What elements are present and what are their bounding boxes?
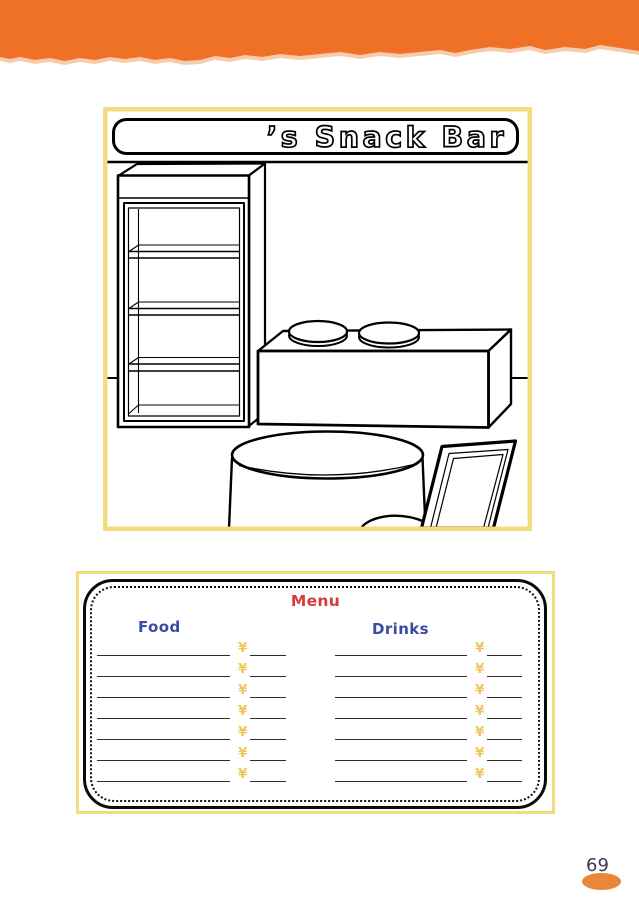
menu-price-blank-line[interactable]	[487, 740, 522, 761]
currency-symbol: ¥	[238, 640, 248, 656]
menu-row	[335, 677, 528, 698]
menu-price-blank-line[interactable]	[250, 656, 286, 677]
menu-price-blank-line[interactable]	[250, 698, 286, 719]
menu-price-blank-line[interactable]	[487, 656, 522, 677]
menu-item-blank-line[interactable]	[335, 740, 467, 761]
currency-symbol: ¥	[238, 661, 248, 677]
menu-price-blank-line[interactable]	[487, 635, 522, 656]
menu-row	[97, 740, 293, 761]
menu-rows	[97, 635, 293, 782]
menu-item-blank-line[interactable]	[97, 635, 230, 656]
menu-row	[335, 635, 528, 656]
menu-title: Menu	[290, 592, 341, 610]
menu-price-blank-line[interactable]	[250, 761, 286, 782]
menu-column-label-food: Food	[138, 618, 181, 636]
menu-row	[335, 740, 528, 761]
menu-item-blank-line[interactable]	[335, 719, 467, 740]
currency-symbol: ¥	[238, 724, 248, 740]
menu-price-blank-line[interactable]	[250, 740, 286, 761]
menu-item-blank-line[interactable]	[335, 761, 467, 782]
menu-item-blank-line[interactable]	[97, 740, 230, 761]
menu-row	[335, 656, 528, 677]
currency-symbol: ¥	[475, 703, 485, 719]
menu-item-blank-line[interactable]	[97, 719, 230, 740]
currency-symbol: ¥	[475, 724, 485, 740]
menu-row	[97, 635, 293, 656]
student-name-blank[interactable]	[121, 123, 261, 150]
menu-item-blank-line[interactable]	[335, 698, 467, 719]
currency-symbol: ¥	[238, 682, 248, 698]
menu-price-blank-line[interactable]	[487, 761, 522, 782]
menu-item-blank-line[interactable]	[97, 698, 230, 719]
menu-row	[335, 719, 528, 740]
snack-bar-sign	[114, 120, 518, 155]
currency-symbol: ¥	[238, 745, 248, 761]
menu-price-blank-line[interactable]	[487, 677, 522, 698]
menu-row	[335, 761, 528, 782]
menu-item-blank-line[interactable]	[335, 656, 467, 677]
menu-price-blank-line[interactable]	[487, 719, 522, 740]
currency-symbol: ¥	[475, 745, 485, 761]
menu-row	[97, 698, 293, 719]
snack-bar-illustration	[103, 107, 532, 531]
menu-row	[97, 719, 293, 740]
currency-symbol: ¥	[475, 682, 485, 698]
menu-row	[97, 656, 293, 677]
menu-price-blank-line[interactable]	[250, 719, 286, 740]
menu-price-blank-line[interactable]	[487, 698, 522, 719]
menu-item-blank-line[interactable]	[97, 761, 230, 782]
menu-panel	[76, 571, 555, 814]
menu-row	[97, 677, 293, 698]
round-table	[229, 432, 426, 529]
page-number: 69	[586, 855, 609, 876]
menu-item-blank-line[interactable]	[97, 677, 230, 698]
menu-row	[97, 761, 293, 782]
menu-item-blank-line[interactable]	[335, 677, 467, 698]
plate	[289, 321, 347, 346]
menu-row	[335, 698, 528, 719]
display-shelf	[118, 164, 265, 428]
plate	[359, 323, 419, 348]
menu-column-label-drinks: Drinks	[372, 620, 429, 638]
currency-symbol: ¥	[475, 640, 485, 656]
currency-symbol: ¥	[475, 661, 485, 677]
currency-symbol: ¥	[475, 766, 485, 782]
menu-price-blank-line[interactable]	[250, 677, 286, 698]
menu-item-blank-line[interactable]	[335, 635, 467, 656]
menu-price-blank-line[interactable]	[250, 635, 286, 656]
currency-symbol: ¥	[238, 703, 248, 719]
counter	[258, 321, 511, 428]
menu-item-blank-line[interactable]	[97, 656, 230, 677]
currency-symbol: ¥	[238, 766, 248, 782]
sign-title: ’s Snack Bar	[266, 121, 507, 154]
torn-paper-header	[0, 0, 639, 72]
menu-rows	[335, 635, 528, 782]
